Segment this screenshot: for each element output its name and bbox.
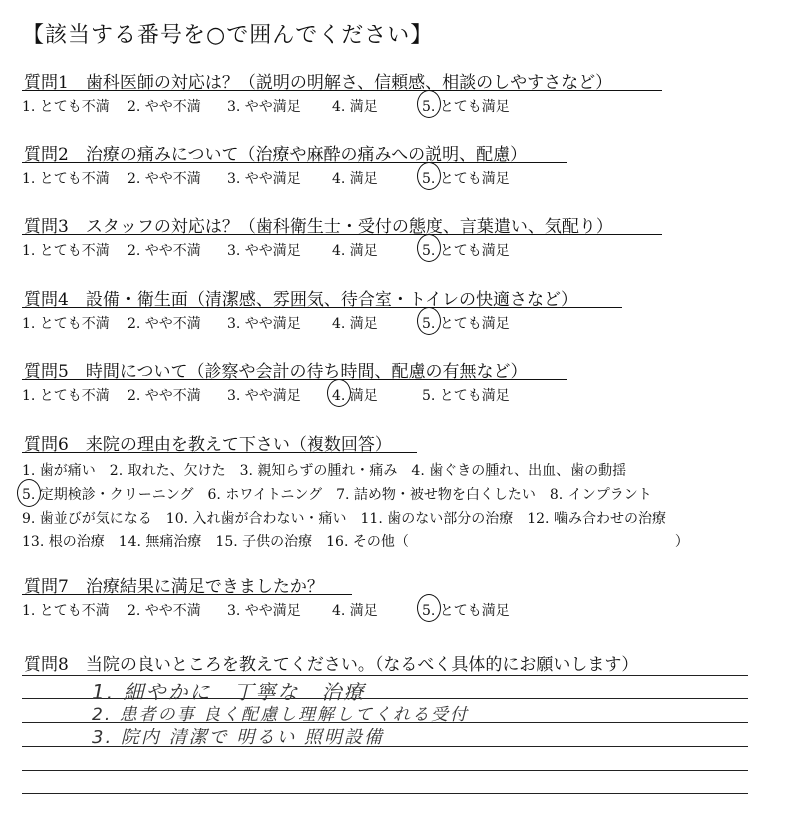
q6-underline bbox=[22, 452, 417, 453]
q3-heading: 質問3 スタッフの対応は？（歯科衛生士・受付の態度、言葉遣い、気配り） bbox=[24, 217, 613, 237]
q7-option-3[interactable]: 3. やや満足 bbox=[227, 603, 301, 619]
form-title: 【該当する番号を○で囲んでください】 bbox=[22, 23, 434, 48]
q5-option-3[interactable]: 3. やや満足 bbox=[227, 388, 301, 404]
q1-option-5[interactable] bbox=[422, 96, 510, 116]
answer-line-5 bbox=[22, 770, 748, 771]
q7-option-5[interactable] bbox=[422, 600, 510, 620]
q6-row-3: 9. 歯並びが気になる 10. 入れ歯が合わない・痛い 11. 歯のない部分の治療 12. 噛み合わせの治療 bbox=[22, 511, 666, 527]
q5-option-2[interactable]: 2. やや不満 bbox=[127, 388, 201, 404]
q4-option-3[interactable]: 3. やや満足 bbox=[227, 316, 301, 332]
handwritten-answer-2: 2. 患者の事 良く配慮し理解してくれる受付 bbox=[92, 705, 470, 725]
q3-option-1[interactable]: 1. とても不満 bbox=[22, 243, 110, 259]
q2-selected-circle bbox=[417, 162, 441, 190]
q3-option-3[interactable]: 3. やや満足 bbox=[227, 243, 301, 259]
q1-heading: 質問1 歯科医師の対応は？（説明の明解さ、信頼感、相談のしやすさなど） bbox=[24, 73, 613, 93]
q6-row-1: 1. 歯が痛い 2. 取れた、欠けた 3. 親知らずの腫れ・痛み 4. 歯ぐきの腫れ、出血、歯の動揺 bbox=[22, 463, 627, 479]
q1-underline bbox=[22, 90, 662, 91]
q5-option-4-label: 4. 満足 bbox=[332, 388, 378, 404]
q7-options bbox=[22, 600, 582, 620]
q2-option-5-label: 5. とても満足 bbox=[422, 171, 510, 187]
q2-option-5[interactable] bbox=[422, 168, 510, 188]
q4-option-5[interactable] bbox=[422, 313, 510, 333]
q1-option-2[interactable]: 2. やや不満 bbox=[127, 99, 201, 115]
q3-option-5[interactable] bbox=[422, 240, 510, 260]
q4-underline bbox=[22, 307, 622, 308]
q1-option-5-label: 5. とても満足 bbox=[422, 99, 510, 115]
q4-heading: 質問4 設備・衛生面（清潔感、雰囲気、待合室・トイレの快適さなど） bbox=[24, 290, 578, 310]
q6-heading: 質問6 来院の理由を教えて下さい（複数回答） bbox=[24, 435, 392, 455]
q2-option-2[interactable]: 2. やや不満 bbox=[127, 171, 201, 187]
q6-selected-circle bbox=[17, 479, 41, 507]
q5-option-4[interactable] bbox=[332, 385, 378, 405]
q3-selected-circle bbox=[417, 234, 441, 262]
q4-options bbox=[22, 313, 582, 333]
q6-row-2-text: 5. 定期検診・クリーニング 6. ホワイトニング 7. 詰め物・被せ物を白くしたい 8. インプラント bbox=[22, 487, 652, 503]
q1-option-3[interactable]: 3. やや満足 bbox=[227, 99, 301, 115]
q4-option-2[interactable]: 2. やや不満 bbox=[127, 316, 201, 332]
q3-option-4[interactable]: 4. 満足 bbox=[332, 243, 378, 259]
q2-option-1[interactable]: 1. とても不満 bbox=[22, 171, 110, 187]
q7-option-5-label: 5. とても満足 bbox=[422, 603, 510, 619]
q2-heading: 質問2 治療の痛みについて（治療や麻酔の痛みへの説明、配慮） bbox=[24, 145, 528, 165]
q2-option-4[interactable]: 4. 満足 bbox=[332, 171, 378, 187]
q7-option-4[interactable]: 4. 満足 bbox=[332, 603, 378, 619]
q7-option-2[interactable]: 2. やや不満 bbox=[127, 603, 201, 619]
q5-selected-circle bbox=[327, 379, 351, 407]
q6-row-2 bbox=[22, 484, 652, 504]
q1-options bbox=[22, 96, 582, 116]
q1-option-4[interactable]: 4. 満足 bbox=[332, 99, 378, 115]
q7-underline bbox=[22, 594, 352, 595]
q1-selected-circle bbox=[417, 90, 441, 118]
q7-option-1[interactable]: 1. とても不満 bbox=[22, 603, 110, 619]
q1-option-1[interactable]: 1. とても不満 bbox=[22, 99, 110, 115]
q5-underline bbox=[22, 379, 567, 380]
answer-line-6 bbox=[22, 793, 748, 794]
q7-heading: 質問7 治療結果に満足できましたか？ bbox=[24, 577, 324, 597]
q5-option-1[interactable]: 1. とても不満 bbox=[22, 388, 110, 404]
q3-option-2[interactable]: 2. やや不満 bbox=[127, 243, 201, 259]
q5-option-5[interactable]: 5. とても満足 bbox=[422, 388, 510, 404]
q3-underline bbox=[22, 234, 662, 235]
q4-option-4[interactable]: 4. 満足 bbox=[332, 316, 378, 332]
q4-option-1[interactable]: 1. とても不満 bbox=[22, 316, 110, 332]
q3-options bbox=[22, 240, 582, 260]
q3-option-5-label: 5. とても満足 bbox=[422, 243, 510, 259]
handwritten-answer-1: 1. 細やかに 丁寧な 治療 bbox=[92, 680, 366, 704]
handwritten-answer-3: 3. 院内 清潔で 明るい 照明設備 bbox=[92, 727, 385, 748]
q4-option-5-label: 5. とても満足 bbox=[422, 316, 510, 332]
q7-selected-circle bbox=[417, 594, 441, 622]
q2-underline bbox=[22, 162, 567, 163]
q8-heading: 質問8 当院の良いところを教えてください。（なるべく具体的にお願いします） bbox=[24, 655, 639, 675]
q4-selected-circle bbox=[417, 307, 441, 335]
q6-row-4: 13. 根の治療 14. 無痛治療 15. 子供の治療 16. その他（ ） bbox=[22, 534, 689, 550]
q5-options bbox=[22, 385, 582, 405]
q2-option-3[interactable]: 3. やや満足 bbox=[227, 171, 301, 187]
q5-heading: 質問5 時間について（診察や会計の待ち時間、配慮の有無など） bbox=[24, 362, 528, 382]
q2-options bbox=[22, 168, 582, 188]
